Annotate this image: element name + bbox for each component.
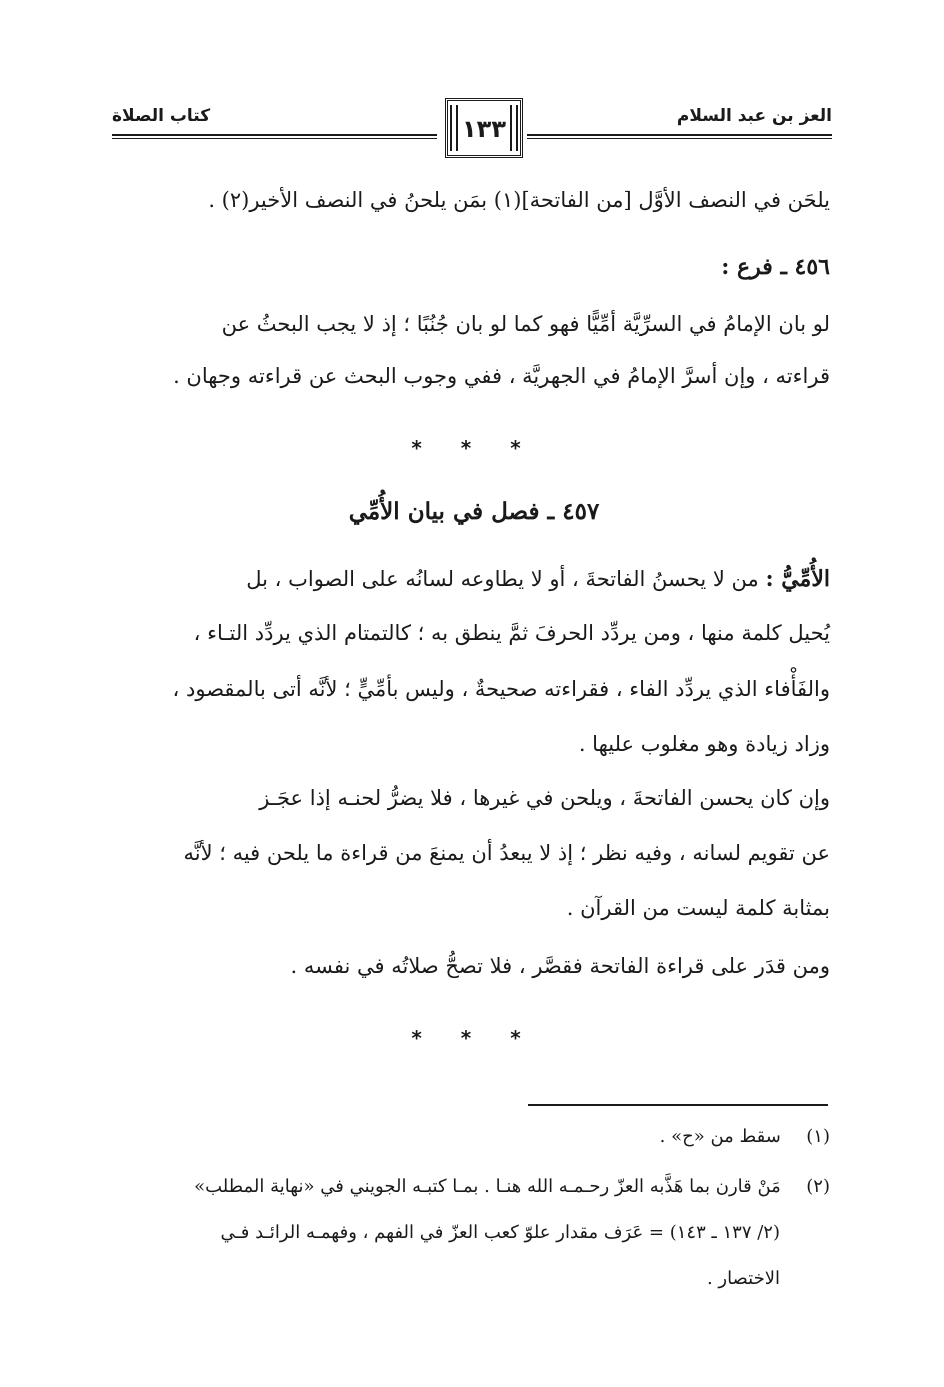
separator-stars: * * * (411, 1026, 537, 1050)
footnote-marker: (١) (806, 1126, 830, 1147)
footnote-text: سقط من «ح» . (659, 1126, 781, 1147)
footnote-2-continued: الاختصار . (706, 1268, 780, 1289)
branch-heading: ٤٥٦ ـ فرع : (721, 254, 830, 280)
branch-line: قراءته ، وإن أسرَّ الإمامُ في الجهريَّة ، ففي وجوب البحث عن قراءته وجهان . (173, 364, 830, 388)
paragraph-line: بمثابة كلمة ليست من القرآن . (566, 896, 830, 920)
paragraph-line: يُحيل كلمة منها ، ومن يردِّد الحرفَ ثمَّ ينطق به ؛ كالتمتام الذي يردِّد التـاء ، (193, 621, 830, 645)
footnote-2 (194, 1176, 830, 1197)
header-rule-right (527, 134, 832, 136)
section-running-head: كتاب الصلاة (112, 106, 211, 126)
header-rule-left-thin (112, 138, 437, 139)
footnote-text: مَنْ قارن بما هَذَّبه العزّ رحـمـه الله هنـا . بمـا كتبـه الجويني في «نهاية المطلب» (194, 1176, 781, 1197)
header-rule-right-thin (527, 138, 832, 139)
separator-stars: * * * (411, 436, 537, 460)
paragraph-line: والفَأْفاء الذي يردِّد الفاء ، فقراءته صحيحةٌ ، وليس بأمِّيٍّ ؛ لأنَّه أتى بالمقصود ، (172, 677, 830, 701)
paragraph-1-first-line (246, 568, 830, 590)
paragraph-line: وإن كان يحسن الفاتحةَ ، ويلحن في غيرها ، فلا يضرُّ لحنـه إذا عجَـز (259, 786, 830, 810)
footnote-2-continued: (٢/ ١٣٧ ـ ١٤٣) = عَرَف مقدار علوّ كعب العزّ في الفهم ، وفهمـه الرائـد فـي (220, 1222, 780, 1243)
page-number-frame (445, 98, 523, 158)
section-title: ٤٥٧ ـ فصل في بيان الأُمِّي (348, 498, 600, 525)
paragraph-line: ومن قدَر على قراءة الفاتحة فقصَّر ، فلا تصحُّ صلاتُه في نفسه . (290, 954, 830, 978)
page-header (112, 92, 832, 172)
footnote-1 (660, 1126, 830, 1147)
page-number: ١٣٣ (462, 115, 506, 143)
intro-text: يلحَن في النصف الأوَّل [من الفاتحة](١) بمَن يلحنُ في النصف الأخير(٢) . (208, 188, 830, 212)
branch-line: لو بان الإمامُ في السرِّيَّة أمِّيًّا فهو كما لو بان جُنُبًا ؛ إذ لا يجب البحثُ عن (221, 312, 830, 336)
author-running-head: العز بن عبد السلام (676, 106, 832, 126)
paragraph-line: عن تقويم لسانه ، وفيه نظر ؛ إذ لا يبعدُ أن يمنعَ من قراءة ما يلحن فيه ؛ لأنَّه (183, 841, 830, 865)
header-rule-left (112, 134, 437, 136)
defined-term: الأُمِّيُّ : (765, 566, 830, 592)
footnote-marker: (٢) (806, 1176, 830, 1197)
paragraph-line: وزاد زيادة وهو مغلوب عليها . (578, 732, 830, 756)
paragraph-line: من لا يحسنُ الفاتحةَ ، أو لا يطاوعه لسانُه على الصواب ، بل (246, 567, 759, 591)
footnote-divider (528, 1104, 828, 1106)
